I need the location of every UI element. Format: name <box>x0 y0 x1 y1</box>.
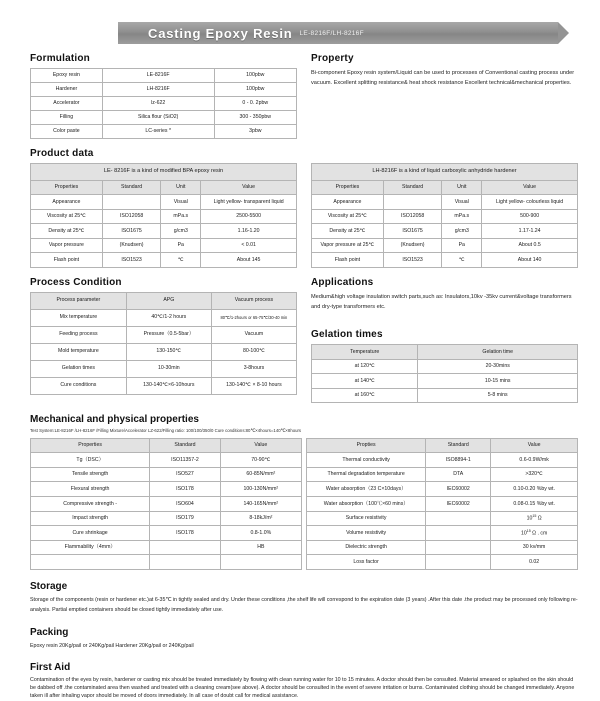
product-right-body <box>312 164 578 268</box>
formulation-table <box>30 68 297 139</box>
property-text: Bi-component Epoxy resin system/Liquid can be used to processes of Conventional casting process under vacuum. Excellent splitting resistance& heat shock resistance Excellent technical&mechanical properties. <box>311 70 575 87</box>
table-cell: Properties <box>31 180 103 195</box>
mechanical-section <box>30 414 578 570</box>
table-cell <box>426 540 491 555</box>
table-cell: 30 kv/mm <box>491 540 578 555</box>
table-row <box>31 555 302 570</box>
table-row <box>31 292 297 309</box>
table-cell: Vacuum process <box>211 292 296 309</box>
process-condition-body <box>31 292 297 394</box>
process-condition-heading: Process Condition <box>30 276 122 288</box>
table-row <box>312 359 578 374</box>
table-cell: IEC60002 <box>426 497 491 512</box>
process-condition-section <box>30 277 297 404</box>
table-row <box>31 467 302 482</box>
table-cell: at 120℃ <box>312 359 418 374</box>
table-cell <box>383 195 442 210</box>
mechanical-tables <box>30 438 578 570</box>
page-title: Casting Epoxy Resin <box>148 25 293 41</box>
table-cell: < 0.01 <box>201 238 297 253</box>
mechanical-left-body <box>31 438 302 569</box>
table-cell: 0.10-0.20 %by wt. <box>491 482 578 497</box>
table-cell: 70-90℃ <box>220 453 301 468</box>
table-cell <box>102 195 161 210</box>
table-cell: ISO1523 <box>102 253 161 268</box>
table-cell: Vacuum <box>211 326 296 343</box>
table-cell: ISO527 <box>150 467 220 482</box>
table-cell: Filling <box>31 111 103 125</box>
table-row <box>31 309 297 326</box>
table-row <box>31 224 297 239</box>
table-cell: Standard <box>150 438 220 453</box>
table-cell: lz-622 <box>102 97 214 111</box>
table-row <box>312 374 578 389</box>
table-row <box>307 482 578 497</box>
table-cell: Light yellow- transparent liquid <box>201 195 297 210</box>
table-row <box>312 388 578 403</box>
table-row <box>31 111 297 125</box>
table-row <box>31 125 297 139</box>
table-cell: Flash point <box>31 253 103 268</box>
first-aid-heading: First Aid <box>30 661 71 673</box>
table-caption-row <box>312 164 578 181</box>
table-cell <box>426 511 491 526</box>
table-cell: 100pbw <box>214 69 296 83</box>
table-row <box>31 238 297 253</box>
table-cell: HB <box>220 540 301 555</box>
table-cell: Vapor pressure <box>31 238 103 253</box>
property-section <box>311 53 578 139</box>
table-row <box>312 224 578 239</box>
storage-section <box>30 581 578 616</box>
table-cell: Value <box>201 180 297 195</box>
mechanical-test-system: Test System:LE-8216F /LH-8216F /Filling Mixture/Accelerator LZ-622/Filling ratio: 100/100/350/0 Cure conditions:80℃×4hours=140℃×8hours <box>30 428 302 434</box>
table-cell: 0.8-1.0% <box>220 526 301 541</box>
table-cell: Pa <box>161 238 201 253</box>
table-cell: Pressure（0.5-5bar） <box>126 326 211 343</box>
gelation-times-body <box>312 345 578 403</box>
table-cell: Standard <box>102 180 161 195</box>
table-cell: APG <box>126 292 211 309</box>
table-cell: About 0.5 <box>482 238 578 253</box>
table-cell: at 140℃ <box>312 374 418 389</box>
table-cell: Gelation times <box>31 360 127 377</box>
table-cell: 10-15 mins <box>418 374 578 389</box>
table-caption-row <box>31 164 297 181</box>
table-cell: 1.17-1.24 <box>482 224 578 239</box>
table-cell: Unit <box>442 180 482 195</box>
mechanical-right-table <box>306 438 578 570</box>
table-cell: 10-30min <box>126 360 211 377</box>
table-cell <box>150 540 220 555</box>
table-cell: Flexural strength <box>31 482 150 497</box>
table-cell: 500-900 <box>482 209 578 224</box>
table-cell: Feeding process <box>31 326 127 343</box>
table-cell: Viscosity at 25℃ <box>31 209 103 224</box>
table-cell: 100pbw <box>214 83 296 97</box>
table-cell: Compressive strength - <box>31 497 150 512</box>
applications-gelation-section <box>311 277 578 404</box>
table-row <box>307 511 578 526</box>
table-row <box>31 253 297 268</box>
table-row <box>31 360 297 377</box>
table-cell <box>150 555 220 570</box>
table-cell: Mix temperature <box>31 309 127 326</box>
table-cell: Color paste <box>31 125 103 139</box>
table-cell <box>220 555 301 570</box>
table-cell: >320℃ <box>491 467 578 482</box>
table-row <box>307 555 578 570</box>
table-cell: Volume resistivity <box>307 526 426 541</box>
table-cell: 3pbw <box>214 125 296 139</box>
table-cell: LH-8216F <box>102 83 214 97</box>
table-cell: Mold temperature <box>31 343 127 360</box>
packing-text: Epoxy resin 20Kg/pail or 240Kg/pail Hardener 20Kg/pail or 240Kg/pail <box>30 642 194 649</box>
section-row-formulation-property <box>30 53 578 139</box>
table-row <box>31 69 297 83</box>
table-cell: Vapor pressure at 25℃ <box>312 238 384 253</box>
table-cell: at 160℃ <box>312 388 418 403</box>
table-row <box>31 343 297 360</box>
table-cell: 80-100℃ <box>211 343 296 360</box>
table-cell <box>426 526 491 541</box>
table-cell: $10^{15}$ Ω <box>491 511 578 526</box>
table-cell: mPa.s <box>161 209 201 224</box>
table-row <box>31 326 297 343</box>
mechanical-left-table <box>30 438 302 570</box>
table-row <box>31 511 302 526</box>
table-cell: Properties <box>31 438 150 453</box>
table-row <box>31 180 297 195</box>
table-row <box>312 238 578 253</box>
table-cell: Appearance <box>31 195 103 210</box>
table-row <box>312 345 578 360</box>
table-cell: 130-150℃ <box>126 343 211 360</box>
formulation-table-body <box>31 69 297 139</box>
table-cell: Tg（DSC） <box>31 453 150 468</box>
table-cell: Thermal degradation temperature <box>307 467 426 482</box>
mechanical-heading: Mechanical and physical properties <box>30 414 199 426</box>
applications-text: Medium&high voltage insulation switch parts,such as: Insulators,10kv -35kv current&voltage transformers and dry-type transformers etc. <box>311 293 572 310</box>
product-data-left-table <box>30 163 297 268</box>
exponent: 15 <box>526 528 531 533</box>
table-cell: ISO179 <box>150 511 220 526</box>
table-cell: 5-8 mins <box>418 388 578 403</box>
table-cell: Water absorption（23 C×10days） <box>307 482 426 497</box>
page-subtitle: LE-8216F/LH-8216F <box>299 29 364 37</box>
table-cell: ISO12058 <box>102 209 161 224</box>
property-heading: Property <box>311 53 354 64</box>
table-row <box>307 497 578 512</box>
table-row <box>31 97 297 111</box>
table-cell: 100-130N/mm² <box>220 482 301 497</box>
table-cell: Flash point <box>312 253 384 268</box>
table-row <box>31 195 297 210</box>
table-cell: Cure shrinkage <box>31 526 150 541</box>
table-row <box>307 526 578 541</box>
table-caption: LH-8216F is a kind of liquid carboxylic anhydride hardener <box>312 164 578 181</box>
table-caption: LE- 8216F is a kind of modified BPA epoxy resin <box>31 164 297 181</box>
section-row-product-data <box>30 163 578 268</box>
table-cell: Cure conditions <box>31 377 127 394</box>
table-cell: Standard <box>426 438 491 453</box>
table-cell: 140-165N/mm² <box>220 497 301 512</box>
table-cell: ISO1675 <box>383 224 442 239</box>
table-cell: Unit <box>161 180 201 195</box>
table-row <box>31 83 297 97</box>
table-row <box>307 467 578 482</box>
table-cell: ISO11357-2 <box>150 453 220 468</box>
table-cell: ISO12058 <box>383 209 442 224</box>
table-cell: Flammability（4mm） <box>31 540 150 555</box>
table-cell: 300 - 350pbw <box>214 111 296 125</box>
table-cell: Appearance <box>312 195 384 210</box>
table-cell: Dielectric strength <box>307 540 426 555</box>
table-cell: ISO8894-1 <box>426 453 491 468</box>
table-row <box>307 438 578 453</box>
formulation-heading: Formulation <box>30 53 90 64</box>
storage-heading: Storage <box>30 580 68 592</box>
table-cell: About 145 <box>201 253 297 268</box>
table-cell: 3-8hours <box>211 360 296 377</box>
table-cell <box>426 555 491 570</box>
table-row <box>31 526 302 541</box>
gelation-times-table <box>311 344 578 403</box>
table-cell: Hardener <box>31 83 103 97</box>
table-cell: Surface resistivity <box>307 511 426 526</box>
table-cell: Viscosity at 25℃ <box>312 209 384 224</box>
table-cell: LC-series * <box>102 125 214 139</box>
product-data-left <box>30 163 297 268</box>
table-cell: Propties <box>307 438 426 453</box>
table-row <box>312 180 578 195</box>
table-row <box>312 195 578 210</box>
table-cell: About 140 <box>482 253 578 268</box>
table-cell: Visual <box>161 195 201 210</box>
gelation-times-heading: Gelation times <box>311 329 383 341</box>
table-cell: Water absorption（100℃×60 mins） <box>307 497 426 512</box>
process-condition-table <box>30 292 297 395</box>
table-cell: 80℃/1-2hours or 65-75℃/30-40 min <box>211 309 296 326</box>
table-row <box>31 453 302 468</box>
table-cell: Tensile strength <box>31 467 150 482</box>
table-cell: ISO178 <box>150 482 220 497</box>
table-cell: 130-140℃×6-10hours <box>126 377 211 394</box>
exponent: 15 <box>532 514 537 519</box>
table-cell: DTA <box>426 467 491 482</box>
table-cell: Loss factor <box>307 555 426 570</box>
product-data-right <box>311 163 578 268</box>
table-cell <box>31 555 150 570</box>
table-cell: ISO604 <box>150 497 220 512</box>
table-cell: mPa.s <box>442 209 482 224</box>
table-cell: Value <box>482 180 578 195</box>
table-cell: 40℃/1-2 hours <box>126 309 211 326</box>
table-cell: (Knudsen) <box>383 238 442 253</box>
table-cell: Pa <box>442 238 482 253</box>
table-cell: Silica flour (SiO2) <box>102 111 214 125</box>
table-cell: 20-30mins <box>418 359 578 374</box>
table-row <box>31 482 302 497</box>
table-cell: Impact strength <box>31 511 150 526</box>
table-cell: ISO1523 <box>383 253 442 268</box>
table-cell: Temperature <box>312 345 418 360</box>
table-cell: Process parameter <box>31 292 127 309</box>
table-cell: 0.02 <box>491 555 578 570</box>
first-aid-section <box>30 662 578 701</box>
table-row <box>307 540 578 555</box>
table-cell: Thermal conductivity <box>307 453 426 468</box>
table-row <box>31 497 302 512</box>
section-row-process-applications <box>30 277 578 404</box>
table-row <box>307 453 578 468</box>
table-cell: $10^{15}$ Ω . cm <box>491 526 578 541</box>
table-cell: IEC60002 <box>426 482 491 497</box>
product-data-right-table <box>311 163 578 268</box>
table-cell: Value <box>491 438 578 453</box>
table-cell: (Knudsen) <box>102 238 161 253</box>
table-cell: ℃ <box>161 253 201 268</box>
table-row <box>312 209 578 224</box>
packing-section <box>30 627 578 651</box>
table-cell: Value <box>220 438 301 453</box>
table-cell: ISO178 <box>150 526 220 541</box>
table-cell: 0 - 0. 2pbw <box>214 97 296 111</box>
formulation-section <box>30 53 297 139</box>
table-cell: 60-85N/mm² <box>220 467 301 482</box>
table-cell: Standard <box>383 180 442 195</box>
table-cell: Gelation time <box>418 345 578 360</box>
packing-heading: Packing <box>30 626 69 638</box>
table-cell: 130-140℃ × 8-10 hours <box>211 377 296 394</box>
mechanical-right-body <box>307 438 578 569</box>
table-cell: ISO1675 <box>102 224 161 239</box>
table-cell: LE-8216F <box>102 69 214 83</box>
applications-heading: Applications <box>311 276 374 288</box>
table-cell: 0.08-0.15 %by wt. <box>491 497 578 512</box>
table-cell: Density at 25℃ <box>31 224 103 239</box>
table-cell: Accelerator <box>31 97 103 111</box>
table-cell: Density at 25℃ <box>312 224 384 239</box>
table-cell: 1.16-1.20 <box>201 224 297 239</box>
table-row <box>31 540 302 555</box>
table-row <box>31 209 297 224</box>
product-left-body <box>31 164 297 268</box>
table-cell: g/cm3 <box>161 224 201 239</box>
table-row <box>31 438 302 453</box>
table-row <box>31 377 297 394</box>
page-banner <box>118 22 558 44</box>
table-cell: Light yellow- colourless liquid <box>482 195 578 210</box>
table-cell: g/cm3 <box>442 224 482 239</box>
table-cell: Properties <box>312 180 384 195</box>
first-aid-text: Contamination of the eyes by resin, hardener or casting mix should be treated immediately by flowing with clean running water for 10 to 15 minutes. A doctor should then be consulted. Material smeared or splashed on the skin should be dabbed off .the contaminated area then washed and treated with a cleaning cream(see above). A doctor should be consulted in the event of severe irritation or burns. Contaminated clothing should be changed immediately. Anyone taken ill after inhaling vapor should be moved of doors immediately. In all case of doubt call for medical assistance. <box>30 676 575 700</box>
table-cell: ℃ <box>442 253 482 268</box>
product-data-heading: Product data <box>30 148 94 159</box>
storage-text: Storage of the components (resin or hardener etc.)at 6-35℃ in tightly sealed and dry. Under these conditions ,the shelf life will correspond to the expiration date (3 years) .After this date .the product may be processed only following re-analysis. Partial emptied containers should be closed tightly immediately after use. <box>30 596 578 614</box>
table-cell: 8-18kJ/m² <box>220 511 301 526</box>
table-cell: 0.6-0.9W/mk <box>491 453 578 468</box>
table-cell: Visual <box>442 195 482 210</box>
table-row <box>312 253 578 268</box>
table-cell: Epoxy resin <box>31 69 103 83</box>
table-cell: 2500-5500 <box>201 209 297 224</box>
